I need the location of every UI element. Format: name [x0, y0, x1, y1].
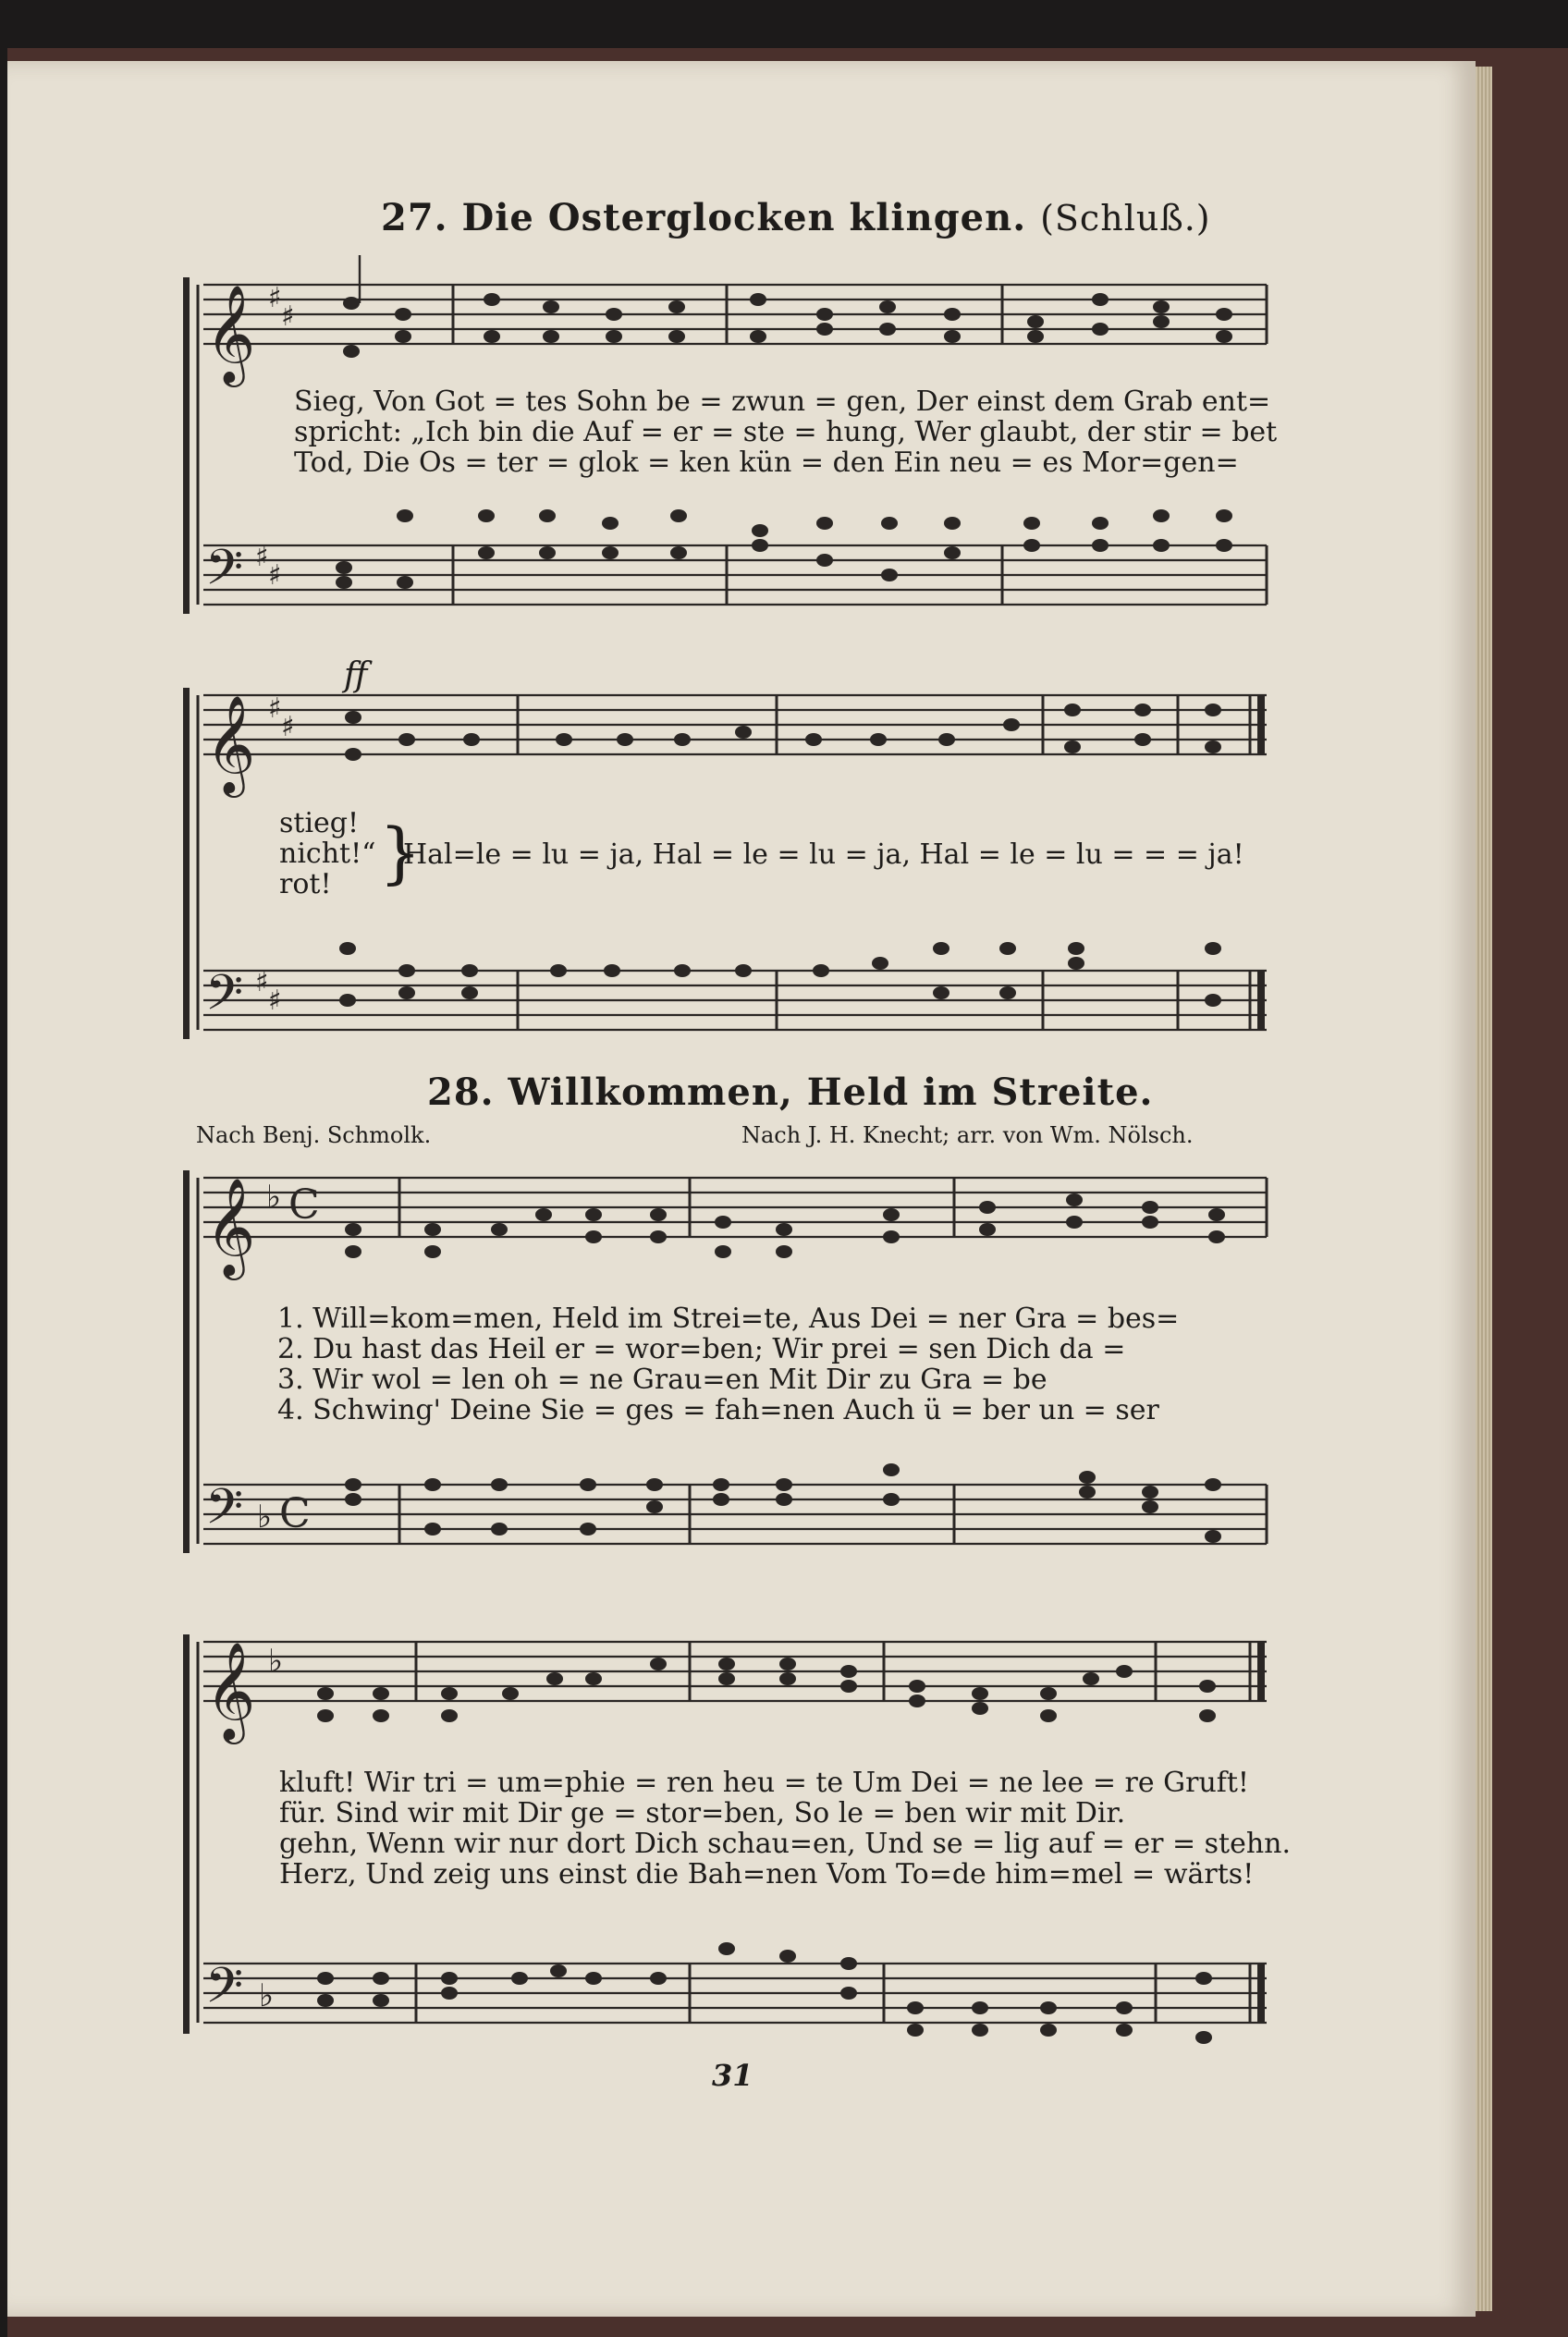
notes-27-2-treble: [345, 704, 1221, 761]
hymn-28-music-credit: Nach J. H. Knecht; arr. von Wm. Nölsch.: [741, 1122, 1194, 1148]
hymn-27-subtitle: (Schluß.): [1040, 198, 1211, 239]
hymn-27-lyrics-1: [294, 386, 1277, 478]
flat-icon: ♭: [266, 1179, 282, 1216]
lyric-line: 4. Schwing' Deine Sie = ges = fah=nen Auch ü = ber un = ser: [277, 1394, 1159, 1426]
system-bracket: [183, 277, 190, 614]
treble-staff-28-2: [203, 1642, 1267, 1701]
treble-staff-27-2: [203, 695, 1267, 754]
sharp-icon: ♯: [255, 541, 269, 573]
sharp-icon: ♯: [268, 985, 282, 1017]
treble-clef-icon: 𝄞: [205, 694, 256, 793]
hymn-27-title: Die Osterglocken klingen.: [461, 196, 1027, 239]
lyric-line: Tod, Die Os = ter = glok = ken kün = den Ein neu = es Mor=gen=: [294, 447, 1239, 479]
hymn-27-endings: [279, 808, 376, 899]
system-bracket: [183, 1170, 190, 1553]
treble-staff-28-1: [203, 1178, 1267, 1237]
sharp-icon: ♯: [281, 300, 295, 333]
hymn-28-lyrics-2: [279, 1768, 1291, 1890]
bass-staff-27-2: [203, 971, 1267, 1030]
flat-icon: ♭: [257, 1499, 273, 1536]
lyric-line: 2. Du hast das Heil er = wor=ben; Wir prei = sen Dich da =: [277, 1333, 1126, 1365]
hymn-28-number: 28.: [427, 1071, 495, 1114]
notes-28-2-treble: [317, 1658, 1216, 1722]
bass-staff-27-1: [203, 545, 1267, 605]
notes-28-1-bass: [345, 1463, 1221, 1543]
treble-clef-icon: 𝄞: [205, 1641, 256, 1740]
lyric-line: rot!: [279, 868, 332, 900]
lyric-line: Herz, Und zeig uns einst die Bah=nen Vom To=de him=mel = wärts!: [279, 1858, 1255, 1890]
lyric-line: gehn, Wenn wir nur dort Dich schau=en, Und se = lig auf = er = stehn.: [279, 1828, 1292, 1860]
dynamic-marking: ff: [344, 656, 368, 694]
page-number: 31: [712, 2058, 753, 2093]
sharp-icon: ♯: [268, 282, 282, 314]
lyric-line: 3. Wir wol = len oh = ne Grau=en Mit Dir zu Gra = be: [277, 1364, 1047, 1396]
flat-icon: ♭: [268, 1643, 284, 1680]
bass-clef-icon: 𝄢: [205, 1958, 244, 2026]
lyric-line: nicht!“: [279, 838, 376, 870]
hymn-27-refrain: Hal=le = lu = ja, Hal = le = lu = ja, Hal = le = lu = = = ja!: [403, 838, 1244, 871]
sharp-icon: ♯: [281, 711, 295, 743]
hymn-27-title-block: [381, 196, 1211, 239]
hymn-28-text-credit: Nach Benj. Schmolk.: [196, 1122, 432, 1148]
bass-staff-28-1: [203, 1485, 1267, 1544]
brace-icon: }: [379, 814, 422, 891]
system-bracket: [183, 688, 190, 1039]
treble-staff-27-1: [203, 285, 1267, 344]
bass-clef-icon: 𝄢: [205, 1479, 244, 1548]
bass-clef-icon: 𝄢: [205, 965, 244, 1034]
sharp-icon: ♯: [255, 966, 269, 998]
treble-clef-icon: 𝄞: [205, 284, 256, 383]
bass-clef-icon: 𝄢: [205, 540, 244, 608]
lyric-line: kluft! Wir tri = um=phie = ren heu = te Um Dei = ne lee = re Gruft!: [279, 1767, 1249, 1799]
notes-27-1-bass: [336, 509, 1232, 589]
common-time-icon: C: [279, 1490, 311, 1537]
lyric-line: 1. Will=kom=men, Held im Strei=te, Aus Dei = ner Gra = bes=: [277, 1303, 1180, 1335]
treble-clef-icon: 𝄞: [205, 1177, 256, 1276]
lyric-line: spricht: „Ich bin die Auf = er = ste = hung, Wer glaubt, der stir = bet: [294, 416, 1278, 448]
hymn-28-lyrics-1: [277, 1303, 1179, 1425]
lyric-line: Sieg, Von Got = tes Sohn be = zwun = gen, Der einst dem Grab ent=: [294, 385, 1271, 418]
hymn-27-number: 27.: [381, 196, 448, 239]
sharp-icon: ♯: [268, 692, 282, 725]
sharp-icon: ♯: [268, 559, 282, 592]
bass-staff-28-2: [203, 1964, 1267, 2023]
hymn-28-title: Willkommen, Held im Streite.: [508, 1071, 1154, 1114]
system-bracket: [183, 1634, 190, 2034]
flat-icon: ♭: [259, 1977, 275, 2014]
lyric-line: stieg!: [279, 807, 360, 839]
lyric-line: für. Sind wir mit Dir ge = stor=ben, So le = ben wir mit Dir.: [279, 1797, 1126, 1829]
notes-28-1-treble: [345, 1193, 1225, 1258]
notes-27-1-treble: [343, 255, 1232, 358]
hymn-28-title-block: [427, 1071, 1153, 1114]
common-time-icon: C: [288, 1181, 320, 1229]
notes-27-2-bass: [339, 942, 1221, 1007]
